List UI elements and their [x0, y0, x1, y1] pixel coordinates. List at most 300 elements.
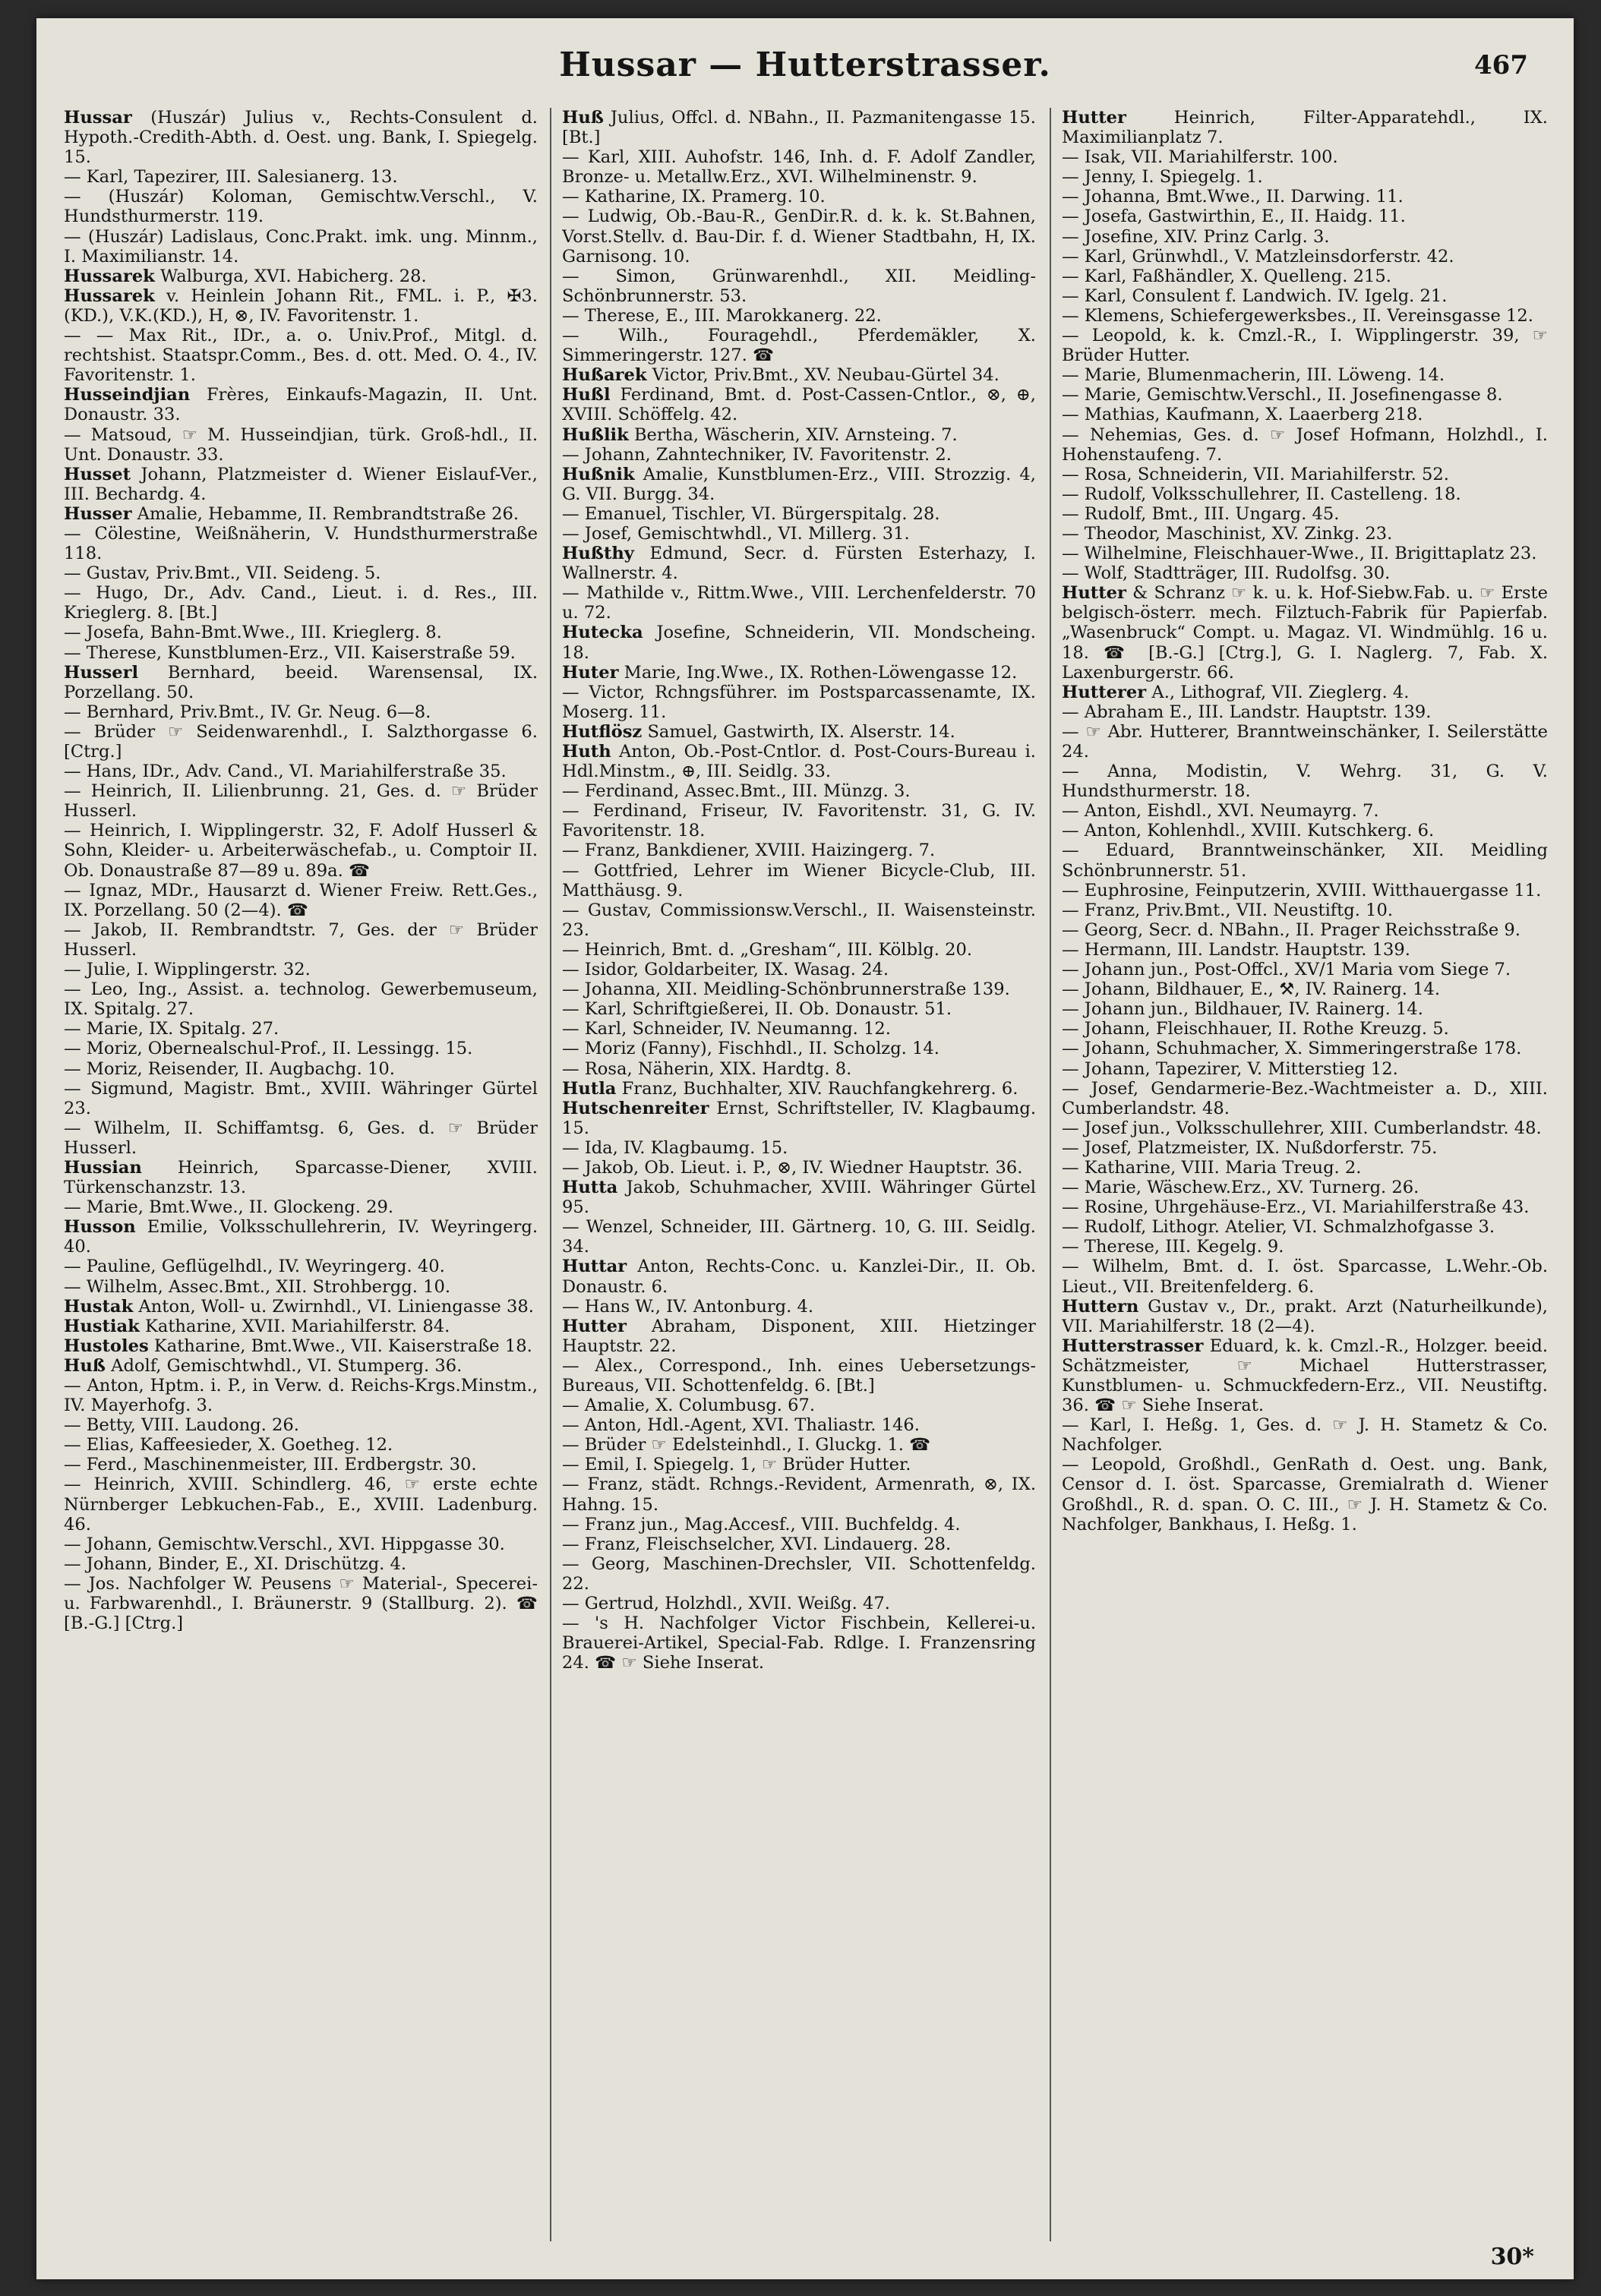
directory-entry — [64, 1435, 538, 1455]
directory-entry — [64, 563, 538, 583]
entry-text: — Marie, Wäschew.Erz., XV. Turnerg. 26. — [1062, 1178, 1419, 1198]
directory-entry — [64, 286, 538, 326]
entry-text: — Franz, Fleischselcher, XVI. Lindauerg. 28. — [562, 1534, 952, 1554]
directory-entry — [1062, 167, 1548, 187]
directory-entry — [562, 1474, 1036, 1514]
directory-entry — [64, 524, 538, 563]
directory-entry — [562, 1594, 1036, 1613]
entry-text: — Johann, Schuhmacher, X. Simmeringerstraße 178. — [1062, 1039, 1522, 1059]
directory-entry — [64, 1277, 538, 1297]
entry-text: — Rosa, Schneiderin, VII. Mariahilferstr. 52. — [1062, 464, 1449, 484]
page-number: 467 — [1474, 50, 1528, 80]
entry-text: — Marie, Bmt.Wwe., II. Glockeng. 29. — [64, 1197, 394, 1218]
directory-entry — [562, 544, 1036, 583]
entry-text: — Klemens, Schiefergewerksbes., II. Vereinsgasse 12. — [1062, 305, 1533, 326]
directory-entry — [562, 960, 1036, 979]
directory-entry — [562, 861, 1036, 900]
entry-text: Husson Emilie, Volksschullehrerin, IV. Weyringerg. 40. — [64, 1217, 538, 1257]
directory-entry — [562, 1317, 1036, 1356]
entry-text: — Moriz (Fanny), Fischhdl., II. Scholzg. 14. — [562, 1039, 939, 1059]
directory-entry — [64, 781, 538, 821]
directory-entry — [1062, 762, 1548, 801]
directory-entry — [1062, 286, 1548, 306]
directory-entry — [64, 663, 538, 702]
directory-entry — [64, 1079, 538, 1118]
directory-entry — [1062, 484, 1548, 504]
entry-text: Huttar Anton, Rechts-Conc. u. Kanzlei-Dir., II. Ob. Donaustr. 6. — [562, 1257, 1036, 1297]
directory-entry — [64, 881, 538, 920]
directory-entry — [1062, 1237, 1548, 1257]
entry-text: — Heinrich, Bmt. d. „Gresham“, III. Kölblg. 20. — [562, 939, 973, 960]
entry-text: — Josef jun., Volksschullehrer, XIII. Cumberlandstr. 48. — [1062, 1118, 1542, 1138]
entry-text: — Rudolf, Lithogr. Atelier, VI. Schmalzhofgasse 3. — [1062, 1217, 1495, 1238]
directory-entry — [562, 1415, 1036, 1435]
directory-entry — [562, 1217, 1036, 1257]
entry-text: — Julie, I. Wipplingerstr. 32. — [64, 960, 311, 980]
column-2 — [562, 108, 1036, 2241]
entry-text: — Gertrud, Holzhdl., XVII. Weißg. 47. — [562, 1594, 890, 1614]
entry-text: Hussarek v. Heinlein Johann Rit., FML. i. P., ✠3.(KD.), V.K.(KD.), H, ⊗, IV. Favoritenstr. 1. — [64, 285, 538, 326]
directory-entry — [64, 326, 538, 385]
entry-text: — Anton, Eishdl., XVI. Neumayrg. 7. — [1062, 801, 1379, 822]
entry-text: Hutta Jakob, Schuhmacher, XVIII. Währinger Gürtel 95. — [562, 1178, 1036, 1218]
directory-entry — [562, 623, 1036, 662]
directory-entry — [562, 781, 1036, 801]
entry-text: — Franz, städt. Rchngs.-Revident, Armenrath, ⊗, IX. Hahng. 15. — [562, 1474, 1036, 1515]
directory-entry — [64, 1455, 538, 1474]
entry-text: — Gustav, Priv.Bmt., VII. Seideng. 5. — [64, 563, 381, 584]
directory-entry — [64, 227, 538, 266]
directory-entry — [64, 1297, 538, 1317]
directory-entry — [1062, 465, 1548, 484]
entry-text: — Johann, Gemischtw.Verschl., XVI. Hippgasse 30. — [64, 1534, 505, 1554]
directory-entry — [1062, 147, 1548, 167]
entry-text: — Johann, Binder, E., XI. Drischützg. 4. — [64, 1553, 407, 1574]
entry-text: — Marie, Gemischtw.Verschl., II. Josefinengasse 8. — [1062, 385, 1503, 405]
directory-entry — [1062, 524, 1548, 544]
entry-text: Husser Amalie, Hebamme, II. Rembrandtstraße 26. — [64, 503, 519, 524]
entry-text: — (Huszár) Ladislaus, Conc.Prakt. imk. ung. Minnm., I. Maximilianstr. 14. — [64, 226, 538, 266]
entry-text: — Johann, Fleischhauer, II. Rothe Kreuzg. 5. — [1062, 1019, 1449, 1039]
directory-entry — [1062, 544, 1548, 563]
directory-entry — [1062, 702, 1548, 722]
entry-text: — Marie, IX. Spitalg. 27. — [64, 1019, 279, 1039]
page-header — [36, 46, 1574, 99]
entry-text: — Wilhelm, II. Schiffamtsg. 6, Ges. d. ☞ Brüder Husserl. — [64, 1118, 538, 1158]
entry-text: — Heinrich, II. Lilienbrunng. 21, Ges. d. ☞ Brüder Husserl. — [64, 781, 538, 822]
directory-entry — [562, 207, 1036, 266]
entry-text: — (Huszár) Koloman, Gemischtw.Verschl., V. Hundsthurmerstr. 119. — [64, 187, 538, 227]
entry-text: — Karl, Schneider, IV. Neumanng. 12. — [562, 1019, 891, 1039]
entry-text: — 's H. Nachfolger Victor Fischbein, Kellerei-u. Brauerei-Artikel, Special-Fab. Rdlge. I. Franzensring 24. ☎ ☞ Siehe Inserat. — [562, 1613, 1036, 1673]
entry-text: — Eduard, Branntweinschänker, XII. Meidling Schönbrunnerstr. 51. — [1062, 840, 1548, 881]
entry-text: — Moriz, Obernealschul-Prof., II. Lessingg. 15. — [64, 1039, 473, 1059]
entry-text: — Johanna, Bmt.Wwe., II. Darwing. 11. — [1062, 187, 1404, 207]
entry-text: — Wenzel, Schneider, III. Gärtnerg. 10, G. III. Seidlg. 34. — [562, 1217, 1036, 1257]
entry-text: Hutschenreiter Ernst, Schriftsteller, IV. Klagbaumg. 15. — [562, 1098, 1036, 1138]
directory-entry — [64, 167, 538, 187]
directory-entry — [562, 900, 1036, 940]
signature-mark: 30* — [1490, 2244, 1534, 2270]
directory-entry — [1062, 187, 1548, 207]
directory-entry — [1062, 583, 1548, 682]
entry-text: Huter Marie, Ing.Wwe., IX. Rothen-Löwengasse 12. — [562, 662, 1018, 683]
entry-text: — Katharine, VIII. Maria Treug. 2. — [1062, 1157, 1362, 1178]
entry-text: — — Max Rit., IDr., a. o. Univ.Prof., Mitgl. d. rechtshist. Staatspr.Comm., Bes. d. ott. Med. O. 4., IV. Favoritenstr. 1. — [64, 326, 538, 386]
entry-text: Hußarek Victor, Priv.Bmt., XV. Neubau-Gürtel 34. — [562, 365, 999, 386]
entry-text: — Franz, Priv.Bmt., VII. Neustiftg. 10. — [1062, 900, 1394, 920]
entry-text: — Johann jun., Post-Offcl., XV/1 Maria vom Siege 7. — [1062, 960, 1511, 980]
entry-text: — Hugo, Dr., Adv. Cand., Lieut. i. d. Res., III. Krieglerg. 8. [Bt.] — [64, 583, 538, 623]
entry-text: — Emanuel, Tischler, VI. Bürgerspitalg. 28. — [562, 503, 940, 524]
entry-text: — Wolf, Stadtträger, III. Rudolfsg. 30. — [1062, 563, 1391, 584]
entry-text: Hutterer A., Lithograf, VII. Zieglerg. 4. — [1062, 682, 1410, 702]
directory-entry — [562, 583, 1036, 623]
directory-entry — [1062, 1178, 1548, 1197]
directory-entry — [1062, 504, 1548, 524]
directory-entry — [1062, 365, 1548, 385]
entry-text: — Therese, Kunstblumen-Erz., VII. Kaiserstraße 59. — [64, 642, 516, 663]
directory-entry — [64, 1336, 538, 1356]
directory-entry — [64, 643, 538, 663]
directory-entry — [562, 147, 1036, 187]
entry-text: Hutla Franz, Buchhalter, XIV. Rauchfangkehrerg. 6. — [562, 1078, 1018, 1099]
entry-text: — Georg, Secr. d. NBahn., II. Prager Reichsstraße 9. — [1062, 919, 1520, 940]
directory-entry — [562, 1554, 1036, 1594]
directory-entry — [562, 385, 1036, 424]
directory-entry — [562, 1019, 1036, 1039]
directory-entry — [1062, 108, 1548, 147]
entry-text: — Ida, IV. Klagbaumg. 15. — [562, 1137, 788, 1158]
directory-entry — [64, 1534, 538, 1554]
entry-text: — Therese, III. Kegelg. 9. — [1062, 1237, 1284, 1257]
entry-text: — Theodor, Maschinist, XV. Zinkg. 23. — [1062, 523, 1393, 544]
entry-text: — Karl, I. Heßg. 1, Ges. d. ☞ J. H. Stametz & Co. Nachfolger. — [1062, 1415, 1548, 1456]
entry-text: — Rudolf, Bmt., III. Ungarg. 45. — [1062, 503, 1340, 524]
entry-text: — Jos. Nachfolger W. Peusens ☞ Material-, Specerei- u. Farbwarenhdl., I. Bräunerstr. 9 (Stallburg. 2). ☎ [B.-G.] [Ctrg.] — [64, 1573, 538, 1634]
entry-text: Huttern Gustav v., Dr., prakt. Arzt (Naturheilkunde), VII. Mariahilferstr. 18 (2—4). — [1062, 1296, 1548, 1336]
entry-text: Huß Julius, Offcl. d. NBahn., II. Pazmanitengasse 15. [Bt.] — [562, 108, 1036, 148]
entry-text: Hutecka Josefine, Schneiderin, VII. Mondscheing. 18. — [562, 623, 1036, 663]
directory-entry — [562, 108, 1036, 147]
directory-entry — [1062, 207, 1548, 226]
directory-entry — [64, 1118, 538, 1158]
directory-entry — [562, 1613, 1036, 1673]
entry-text: — Karl, Grünwhdl., V. Matzleinsdorferstr. 42. — [1062, 246, 1454, 266]
directory-entry — [562, 663, 1036, 683]
directory-entry — [562, 425, 1036, 445]
directory-entry — [562, 940, 1036, 960]
entry-text: — Gustav, Commissionsw.Verschl., II. Waisensteinstr. 23. — [562, 900, 1036, 940]
directory-entry — [64, 1019, 538, 1039]
directory-entry — [562, 1099, 1036, 1138]
entry-text: Hussar (Huszár) Julius v., Rechts-Consulent d. Hypoth.-Credith-Abth. d. Oest. ung. Bank, I. Spiegelg. 15. — [64, 108, 538, 168]
directory-entry — [1062, 247, 1548, 266]
column-divider — [550, 108, 551, 2241]
entry-text: — Wilh., Fouragehdl., Pferdemäkler, X. Simmeringerstr. 127. ☎ — [562, 326, 1036, 366]
entry-text: Hussarek Walburga, XVI. Habicherg. 28. — [64, 266, 427, 286]
directory-entry — [1062, 821, 1548, 840]
directory-entry — [562, 266, 1036, 306]
entry-text: — Franz jun., Mag.Accesf., VIII. Buchfeldg. 4. — [562, 1514, 961, 1534]
directory-entry — [64, 979, 538, 1019]
entry-text: — Josefa, Bahn-Bmt.Wwe., III. Krieglerg. 8. — [64, 623, 442, 643]
directory-entry — [1062, 306, 1548, 326]
directory-entry — [64, 1474, 538, 1534]
directory-entry — [562, 1396, 1036, 1415]
entry-text: — Heinrich, XVIII. Schindlerg. 46, ☞ erste echte Nürnberger Lebkuchen-Fab., E., XVIII. Ladenburg. 46. — [64, 1474, 538, 1534]
entry-text: — Leopold, Großhdl., GenRath d. Oest. ung. Bank, Censor d. I. öst. Sparcasse, Gremialrath d. Wiener Großhdl., R. d. span. O. C. III., ☞ J. H. Stametz & Co. Nachfolger, Bankhaus, I. Heßg. 1. — [1062, 1455, 1548, 1534]
entry-text: — Moriz, Reisender, II. Augbachg. 10. — [64, 1058, 395, 1079]
entry-text: — Betty, VIII. Laudong. 26. — [64, 1415, 299, 1436]
entry-text: — Katharine, IX. Pramerg. 10. — [562, 187, 826, 207]
directory-entry — [64, 385, 538, 424]
directory-entry — [64, 623, 538, 642]
directory-entry — [1062, 840, 1548, 880]
entry-text: — Anna, Modistin, V. Wehrg. 31, G. V. Hundsthurmerstr. 18. — [1062, 762, 1548, 802]
directory-entry — [562, 1455, 1036, 1474]
directory-entry — [1062, 1197, 1548, 1217]
entry-text: — Johanna, XII. Meidling-Schönbrunnerstraße 139. — [562, 979, 1010, 1000]
entry-text: — Leopold, k. k. Cmzl.-R., I. Wipplingerstr. 39, ☞ Brüder Hutter. — [1062, 326, 1548, 366]
column-1 — [64, 108, 538, 2241]
directory-entry — [64, 1197, 538, 1217]
entry-text: — Ludwig, Ob.-Bau-R., GenDir.R. d. k. k. St.Bahnen, Vorst.Stellv. d. Bau-Dir. f. d. Wiener Stadtbahn, H, IX. Garnisong. 10. — [562, 207, 1036, 266]
entry-text: — Euphrosine, Feinputzerin, XVIII. Witthauergasse 11. — [1062, 880, 1542, 900]
directory-entry — [562, 1178, 1036, 1217]
directory-entry — [64, 1574, 538, 1633]
directory-entry — [64, 1415, 538, 1435]
entry-text: Hutterstrasser Eduard, k. k. Cmzl.-R., Holzger. beeid. Schätzmeister, ☞ Michael Hutterstrasser, Kunstblumen- u. Schmuckfedern-Erz., VII. Neustiftg. 36. ☎ ☞ Siehe Inserat. — [1062, 1336, 1548, 1416]
directory-entry — [1062, 999, 1548, 1019]
directory-entry — [1062, 881, 1548, 900]
entry-text: — Isak, VII. Mariahilferstr. 100. — [1062, 147, 1338, 168]
entry-text: — Marie, Blumenmacherin, III. Löweng. 14. — [1062, 365, 1445, 386]
directory-entry — [64, 960, 538, 979]
entry-text: — Jakob, Ob. Lieut. i. P., ⊗, IV. Wiedner Hauptstr. 36. — [562, 1157, 1023, 1178]
directory-entry — [1062, 425, 1548, 465]
directory-entry — [64, 187, 538, 226]
entry-text: — Rosine, Uhrgehäuse-Erz., VI. Mariahilferstraße 43. — [1062, 1197, 1530, 1218]
entry-text: — Wilhelm, Bmt. d. I. öst. Sparcasse, L.Wehr.-Ob. Lieut., VII. Breitenfelderg. 6. — [1062, 1257, 1548, 1297]
entry-text: — Franz, Bankdiener, XVIII. Haizingerg. 7. — [562, 840, 936, 861]
entry-text: — Josefa, Gastwirthin, E., II. Haidg. 11. — [1062, 207, 1406, 227]
directory-entry — [1062, 385, 1548, 405]
directory-entry — [1062, 920, 1548, 940]
directory-entry — [64, 504, 538, 524]
directory-entry — [1062, 1297, 1548, 1336]
entry-text: — Johann jun., Bildhauer, IV. Rainerg. 14. — [1062, 999, 1423, 1020]
directory-entry — [1062, 900, 1548, 920]
entry-text: — Abraham E., III. Landstr. Hauptstr. 139. — [1062, 702, 1432, 722]
entry-text: — Karl, Consulent f. Landwich. IV. Igelg. 21. — [1062, 285, 1448, 306]
directory-entry — [1062, 979, 1548, 999]
entry-text: — Anton, Hptm. i. P., in Verw. d. Reichs-Krgs.Minstm., IV. Mayerhofg. 3. — [64, 1376, 538, 1416]
entry-text: — Therese, E., III. Marokkanerg. 22. — [562, 305, 882, 326]
entry-text: — Pauline, Geflügelhdl., IV. Weyringerg. 40. — [64, 1257, 445, 1277]
directory-entry — [562, 1059, 1036, 1079]
directory-entry — [64, 1059, 538, 1079]
entry-text: Huth Anton, Ob.-Post-Cntlor. d. Post-Cours-Bureau i. Hdl.Minstm., ⊕, III. Seidlg. 33. — [562, 742, 1036, 782]
directory-entry — [562, 722, 1036, 742]
directory-entry — [562, 742, 1036, 781]
entry-text: Hustoles Katharine, Bmt.Wwe., VII. Kaiserstraße 18. — [64, 1336, 532, 1356]
entry-text: — Johann, Bildhauer, E., ⚒, IV. Rainerg. 14. — [1062, 979, 1441, 1000]
entry-text: — Josef, Gendarmerie-Bez.-Wachtmeister a. D., XIII. Cumberlandstr. 48. — [1062, 1078, 1548, 1118]
entry-text: — Brüder ☞ Edelsteinhdl., I. Gluckg. 1. ☎ — [562, 1435, 931, 1456]
directory-entry — [562, 1158, 1036, 1178]
directory-entry — [64, 266, 538, 286]
entry-text: — Jakob, II. Rembrandtstr. 7, Ges. der ☞ Brüder Husserl. — [64, 919, 538, 960]
entry-text: — Mathias, Kaufmann, X. Laaerberg 218. — [1062, 405, 1423, 425]
directory-entry — [1062, 801, 1548, 821]
directory-entry — [562, 187, 1036, 207]
directory-entry — [1062, 1217, 1548, 1237]
entry-text: — Brüder ☞ Seidenwarenhdl., I. Salzthorgasse 6. [Ctrg.] — [64, 721, 538, 762]
entry-text: Hustak Anton, Woll- u. Zwirnhdl., VI. Liniengasse 38. — [64, 1296, 534, 1317]
directory-entry — [1062, 563, 1548, 583]
entry-text: Hussian Heinrich, Sparcasse-Diener, XVIII. Türkenschanzstr. 13. — [64, 1157, 538, 1198]
entry-text: — Ferdinand, Assec.Bmt., III. Münzg. 3. — [562, 781, 911, 802]
entry-text: — Emil, I. Spiegelg. 1, ☞ Brüder Hutter. — [562, 1455, 911, 1475]
directory-entry — [562, 524, 1036, 544]
directory-entry — [562, 1297, 1036, 1317]
entry-text: — Hans W., IV. Antonburg. 4. — [562, 1296, 814, 1317]
entry-text: — Karl, XIII. Auhofstr. 146, Inh. d. F. Adolf Zandler, Bronze- u. Metallw.Erz., XVI. Wilhelminenstr. 9. — [562, 147, 1036, 188]
entry-text: — Simon, Grünwarenhdl., XII. Meidling-Schönbrunnerstr. 53. — [562, 266, 1036, 306]
column-3 — [1062, 108, 1548, 2241]
entry-text: — Leo, Ing., Assist. a. technolog. Gewerbemuseum, IX. Spitalg. 27. — [64, 979, 538, 1020]
directory-entry — [1062, 1019, 1548, 1039]
directory-entry — [1062, 960, 1548, 979]
entry-text: — Ignaz, MDr., Hausarzt d. Wiener Freiw. Rett.Ges., IX. Porzellang. 50 (2—4). ☎ — [64, 880, 538, 920]
directory-entry — [64, 108, 538, 167]
directory-entry — [64, 583, 538, 623]
entry-text: — Mathilde v., Rittm.Wwe., VIII. Lerchenfelderstr. 70 u. 72. — [562, 583, 1036, 623]
directory-entry — [64, 1257, 538, 1276]
directory-entry — [562, 1534, 1036, 1554]
directory-entry — [64, 1217, 538, 1257]
entry-text: — Karl, Tapezirer, III. Salesianerg. 13. — [64, 167, 398, 188]
entry-text: Hutter Heinrich, Filter-Apparatehdl., IX. Maximilianplatz 7. — [1062, 108, 1548, 148]
entry-text: — Bernhard, Priv.Bmt., IV. Gr. Neug. 6—8. — [64, 702, 431, 722]
directory-entry — [64, 920, 538, 960]
directory-entry — [64, 425, 538, 465]
directory-entry — [1062, 1118, 1548, 1138]
entry-text: Husserl Bernhard, beeid. Warensensal, IX. Porzellang. 50. — [64, 662, 538, 702]
directory-entry — [64, 1317, 538, 1336]
entry-text: — Nehemias, Ges. d. ☞ Josef Hofmann, Holzhdl., I. Hohenstaufeng. 7. — [1062, 424, 1548, 465]
directory-entry — [1062, 1257, 1548, 1296]
entry-text: — Isidor, Goldarbeiter, IX. Wasag. 24. — [562, 960, 889, 980]
directory-entry — [562, 1356, 1036, 1396]
directory-entry — [562, 1138, 1036, 1158]
directory-entry — [562, 979, 1036, 999]
directory-entry — [562, 326, 1036, 365]
directory-entry — [562, 445, 1036, 465]
directory-entry — [1062, 1079, 1548, 1118]
directory-entry — [64, 1356, 538, 1376]
directory-entry — [562, 683, 1036, 722]
entry-text: — Heinrich, I. Wipplingerstr. 32, F. Adolf Husserl & Sohn, Kleider- u. Arbeiterwäschefab., u. Comptoir II. Ob. Donaustraße 87—89 u. 89a. ☎ — [64, 821, 538, 881]
directory-entry — [1062, 1455, 1548, 1534]
directory-entry — [1062, 405, 1548, 424]
directory-entry — [1062, 940, 1548, 960]
entry-text: — Hans, IDr., Adv. Cand., VI. Mariahilferstraße 35. — [64, 762, 507, 782]
directory-entry — [1062, 1336, 1548, 1415]
entry-text: Hutflösz Samuel, Gastwirth, IX. Alserstr. 14. — [562, 721, 955, 742]
directory-entry — [1062, 1039, 1548, 1058]
directory-entry — [64, 465, 538, 504]
directory-entry — [562, 306, 1036, 326]
directory-entry — [562, 1435, 1036, 1455]
running-title: Hussar — Hutterstrasser. — [559, 46, 1051, 84]
entry-text: — Josef, Platzmeister, IX. Nußdorferstr. 75. — [1062, 1137, 1438, 1158]
directory-entry — [64, 762, 538, 781]
entry-text: — Georg, Maschinen-Drechsler, VII. Schottenfeldg. 22. — [562, 1553, 1036, 1594]
entry-text: — Anton, Kohlenhdl., XVIII. Kutschkerg. 6. — [1062, 821, 1435, 841]
entry-text: Hußnik Amalie, Kunstblumen-Erz., VIII. Strozzig. 4, G. VII. Burgg. 34. — [562, 464, 1036, 504]
directory-entry — [562, 1079, 1036, 1099]
directory-entry — [1062, 683, 1548, 702]
directory-entry — [1062, 1415, 1548, 1455]
entry-text: — Anton, Hdl.-Agent, XVI. Thaliastr. 146. — [562, 1415, 920, 1436]
directory-entry — [64, 702, 538, 722]
entry-text: — Hermann, III. Landstr. Hauptstr. 139. — [1062, 939, 1410, 960]
directory-entry — [1062, 722, 1548, 762]
entry-text: — Sigmund, Magistr. Bmt., XVIII. Währinger Gürtel 23. — [64, 1078, 538, 1118]
directory-entry — [562, 1257, 1036, 1296]
entry-text: Hußlik Bertha, Wäscherin, XIV. Arnsteing. 7. — [562, 424, 958, 445]
entry-text: — Gottfried, Lehrer im Wiener Bicycle-Club, III. Matthäusg. 9. — [562, 860, 1036, 900]
entry-text: — Karl, Faßhändler, X. Quelleng. 215. — [1062, 266, 1391, 286]
entry-text: — ☞ Abr. Hutterer, Branntweinschänker, I. Seilerstätte 24. — [1062, 721, 1548, 762]
entry-text: — Karl, Schriftgießerei, II. Ob. Donaustr. 51. — [562, 999, 952, 1020]
entry-text: — Rosa, Näherin, XIX. Hardtg. 8. — [562, 1058, 852, 1079]
entry-text: — Josef, Gemischtwhdl., VI. Millerg. 31. — [562, 523, 910, 544]
entry-text: — Amalie, X. Columbusg. 67. — [562, 1396, 816, 1416]
entry-text: — Jenny, I. Spiegelg. 1. — [1062, 167, 1263, 188]
directory-entry — [562, 1039, 1036, 1058]
entry-text: Husset Johann, Platzmeister d. Wiener Eislauf-Ver., III. Bechardg. 4. — [64, 464, 538, 504]
directory-entry — [562, 840, 1036, 860]
entry-text: — Rudolf, Volksschullehrer, II. Castelleng. 18. — [1062, 484, 1461, 504]
directory-entry — [64, 1554, 538, 1574]
entry-text: — Josefine, XIV. Prinz Carlg. 3. — [1062, 226, 1330, 247]
directory-entry — [1062, 1158, 1548, 1178]
entry-text: — Wilhelm, Assec.Bmt., XII. Strohbergg. 10. — [64, 1276, 451, 1297]
entry-text: — Alex., Correspond., Inh. eines Uebersetzungs-Bureaus, VII. Schottenfeldg. 6. [Bt.] — [562, 1355, 1036, 1396]
entry-text: — Wilhelmine, Fleischhauer-Wwe., II. Brigittaplatz 23. — [1062, 544, 1537, 564]
entry-text: — Elias, Kaffeesieder, X. Goetheg. 12. — [64, 1435, 393, 1456]
entry-text: — Ferdinand, Friseur, IV. Favoritenstr. 31, G. IV. Favoritenstr. 18. — [562, 801, 1036, 841]
directory-entry — [562, 801, 1036, 840]
entry-text: — Matsoud, ☞ M. Husseindjian, türk. Groß-hdl., II. Unt. Donaustr. 33. — [64, 424, 538, 465]
directory-entry — [64, 1158, 538, 1197]
directory-entry — [562, 504, 1036, 524]
entry-text: — Ferd., Maschinenmeister, III. Erdbergstr. 30. — [64, 1455, 477, 1475]
directory-entry — [562, 1515, 1036, 1534]
directory-entry — [64, 1376, 538, 1415]
directory-entry — [1062, 1059, 1548, 1079]
entry-text: Hußl Ferdinand, Bmt. d. Post-Cassen-Cntlor., ⊗, ⊕, XVIII. Schöffelg. 42. — [562, 385, 1036, 425]
directory-entry — [1062, 326, 1548, 365]
entry-text: Hußthy Edmund, Secr. d. Fürsten Esterhazy, I. Wallnerstr. 4. — [562, 544, 1036, 584]
directory-entry — [64, 722, 538, 762]
column-divider — [1050, 108, 1051, 2241]
entry-text: — Victor, Rchngsführer. im Postsparcassenamte, IX. Moserg. 11. — [562, 682, 1036, 722]
entry-text: Hutter & Schranz ☞ k. u. k. Hof-Siebw.Fab. u. ☞ Erste belgisch-österr. mech. Filztuch-Fabrik für Papierfab. „Wasenbruck“ Compt. u. Magaz. VI. Windmühlg. 16 u. 18. ☎ [B.-G.] [Ctrg.], G. I. Naglerg. 7, Fab. X. Laxenburgerstr. 66. — [1062, 583, 1548, 683]
